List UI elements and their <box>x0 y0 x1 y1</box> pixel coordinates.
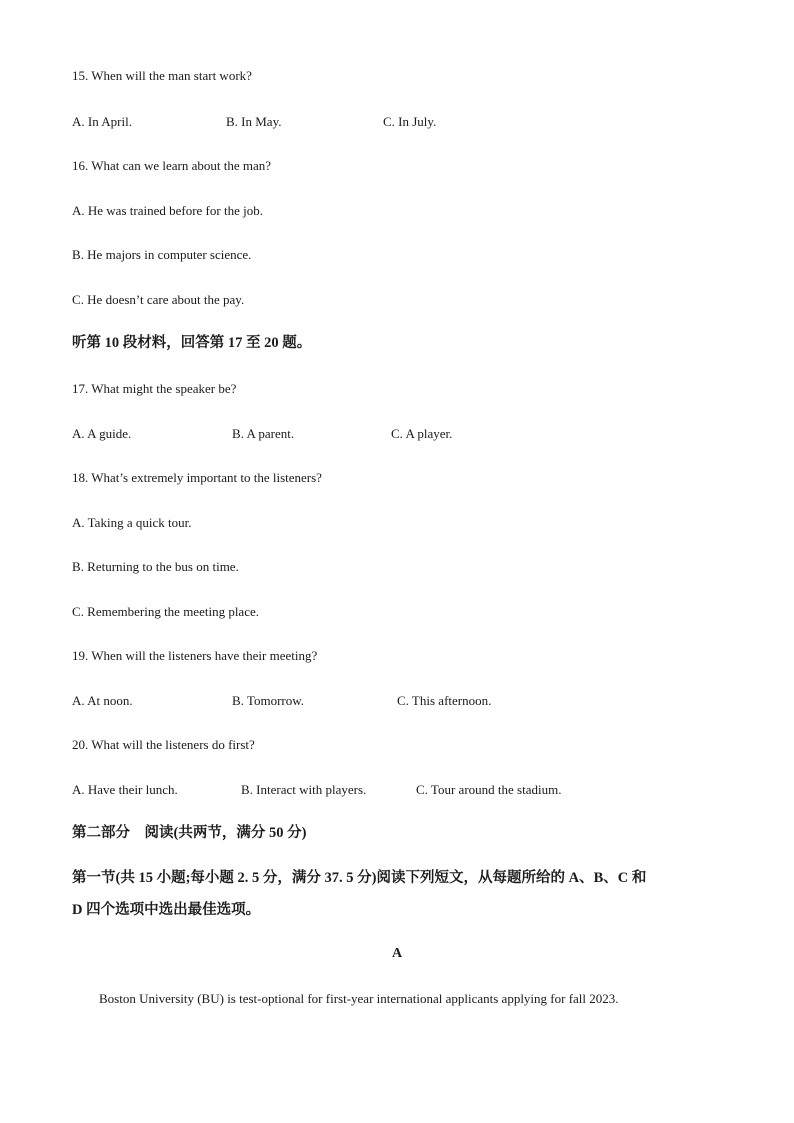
q18-option-c: C. Remembering the meeting place. <box>72 604 259 619</box>
q15-option-b: B. In May. <box>226 114 282 129</box>
question-16: 16. What can we learn about the man? <box>72 158 272 173</box>
part-2-heading: 第二部分 阅读(共两节，满分 50 分) <box>72 825 307 841</box>
question-20: 20. What will the listeners do first? <box>72 737 255 752</box>
q17-option-a: A. A guide. <box>72 426 132 441</box>
passage-label: A <box>391 946 403 961</box>
q20-option-a: A. Have their lunch. <box>72 782 178 797</box>
question-17: 17. What might the speaker be? <box>72 381 237 396</box>
q16-option-c: C. He doesn’t care about the pay. <box>72 292 245 307</box>
q19-option-c: C. This afternoon. <box>397 693 492 708</box>
question-19: 19. When will the listeners have their meeting? <box>72 648 318 663</box>
question-18: 18. What’s extremely important to the listeners? <box>72 470 322 485</box>
q16-option-a: A. He was trained before for the job. <box>72 203 263 218</box>
q15-option-a: A. In April. <box>72 114 132 129</box>
section-1-heading-line-2: D 四个选项中选出最佳选项。 <box>72 902 261 918</box>
q20-option-c: C. Tour around the stadium. <box>416 782 562 797</box>
q18-option-a: A. Taking a quick tour. <box>72 515 192 530</box>
question-15: 15. When will the man start work? <box>72 68 252 83</box>
section-1-heading-line-1: 第一节(共 15 小题;每小题 2. 5 分，满分 37. 5 分)阅读下列短文，从每题所给的 A、B、C 和 <box>72 870 647 886</box>
section-10-heading: 听第 10 段材料，回答第 17 至 20 题。 <box>72 335 312 351</box>
q18-option-b: B. Returning to the bus on time. <box>72 559 239 574</box>
q17-option-c: C. A player. <box>391 426 453 441</box>
q17-option-b: B. A parent. <box>232 426 295 441</box>
q19-option-a: A. At noon. <box>72 693 133 708</box>
q16-option-b: B. He majors in computer science. <box>72 247 252 262</box>
q19-option-b: B. Tomorrow. <box>232 693 305 708</box>
q20-option-b: B. Interact with players. <box>241 782 367 797</box>
q15-option-c: C. In July. <box>383 114 437 129</box>
passage-first-line: Boston University (BU) is test-optional for first-year international applicants applying for fall 2023. <box>99 991 619 1006</box>
